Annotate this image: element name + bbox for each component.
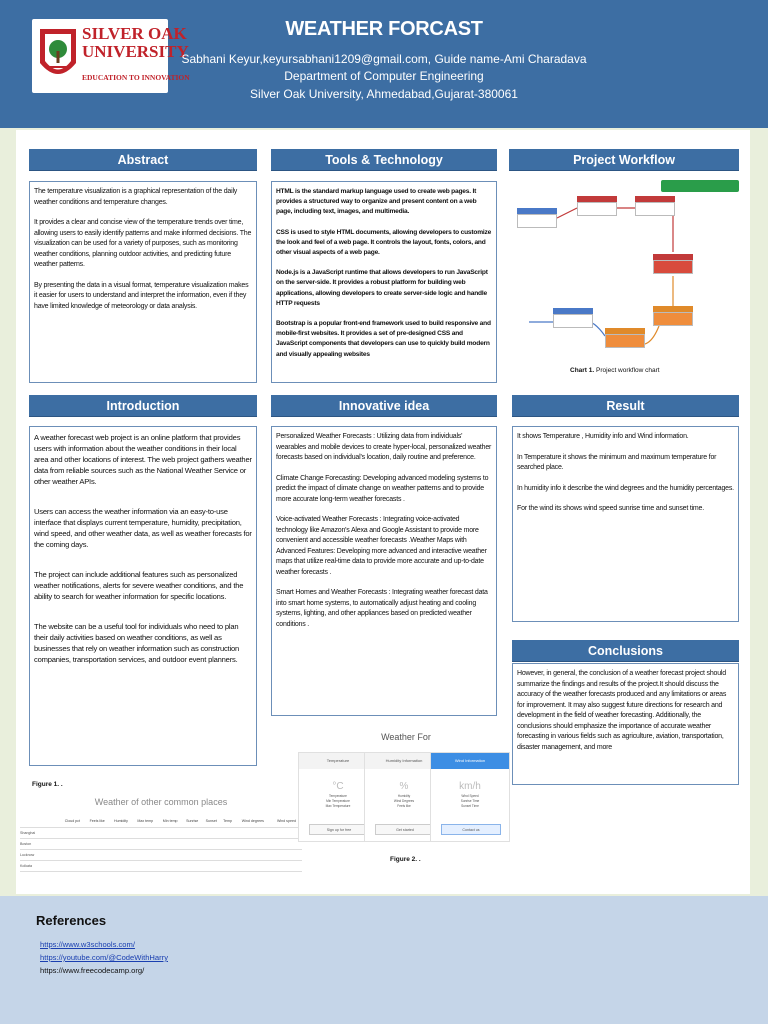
workflow-node [653, 254, 693, 274]
table-header-cell [20, 816, 60, 827]
table-header-cell: Max temp [132, 816, 158, 827]
workflow-caption-text: Project workflow chart [596, 367, 660, 374]
innovative-paragraph: Personalized Weather Forecasts : Utilizing data from individuals' wearables and mobile devices to create hyper-local, personalized weather forecasts based on individual's location, daily routine and preference. [276, 433, 492, 461]
table-header-cell: Cloud pct [60, 816, 85, 827]
abstract-box [29, 181, 257, 383]
card-line: Sunset Time [461, 804, 479, 808]
workflow-node [577, 196, 617, 216]
logo-tagline: EDUCATION TO INNOVATION [82, 73, 190, 82]
table-row-label: Lucknow [20, 849, 60, 860]
result-paragraph: It shows Temperature , Humidity info and Wind information. [517, 433, 689, 440]
table-header-cell: Temp [220, 816, 234, 827]
abstract-paragraph: It provides a clear and concise view of the temperature trends over time, allowing users to easily identify patterns and make informed decisions. The visualization can be used for a variety of purposes, such as monitoring weather conditions, planning outdoor activities, and predicting future weather patterns. [34, 219, 252, 268]
tools-paragraph: HTML is the standard markup language used to create web pages. It provides a structured way to organize and present content on a web page, including text, images, and multimedia. [276, 188, 477, 216]
logo-name-line2: UNIVERSITY [82, 42, 189, 61]
card-line: Wind Speed [461, 794, 479, 798]
card-line: Humidity [397, 794, 411, 798]
figure1-title: Weather of other common places [94, 797, 228, 807]
figure2-label: Figure 2. . [390, 856, 421, 863]
introduction-paragraph: A weather forecast web project is an online platform that provides users with information about the weather conditions in their local area and other locations of interest. The web project gathers weather data from reliable sources such as the National Weather Service or other weather APIs. [34, 433, 252, 486]
workflow-caption [570, 367, 660, 374]
card-line: Temperature [329, 794, 347, 798]
card-button[interactable]: Contact us [441, 824, 501, 835]
university-line: Silver Oak University, Ahmedabad,Gujarat-380061 [250, 87, 518, 101]
figure1-table [20, 816, 302, 872]
tools-heading: Tools & Technology [271, 149, 497, 171]
workflow-node [517, 208, 557, 228]
references-heading: References [36, 913, 107, 928]
table-row [20, 827, 302, 838]
reference-text: https://www.freecodecamp.org/ [40, 966, 145, 975]
references-panel [0, 896, 768, 1024]
table-header-cell: Feels like [85, 816, 110, 827]
table-header-cell: Sunrise [182, 816, 202, 827]
card-header: Wind Information [431, 753, 509, 769]
card-header: Temperature [299, 753, 377, 769]
introduction-paragraph: Users can access the weather information via an easy-to-use interface that displays current temperature, humidity, precipitation, wind speed, and other weather data, as well as weather forecasts for the coming days. [34, 507, 252, 549]
introduction-heading: Introduction [29, 395, 257, 417]
department-line: Department of Computer Engineering [284, 69, 484, 83]
workflow-node [553, 308, 593, 328]
reference-link[interactable]: https://www.w3schools.com/ [40, 940, 135, 949]
innovative-heading: Innovative idea [271, 395, 497, 417]
table-header-cell: Min temp [158, 816, 182, 827]
authors-line: Sabhani Keyur,keyursabhani1209@gmail.com, Guide name-Ami Charadava [181, 52, 587, 66]
thermometer-icon: °C [332, 781, 344, 792]
droplet-icon: % [399, 781, 409, 792]
logo-name-line1: SILVER OAK [82, 24, 187, 43]
workflow-heading: Project Workflow [509, 149, 739, 171]
tools-paragraph: Bootstrap is a popular front-end framework used to build responsive and mobile-first websites. It provides a set of pre-designed CSS and JavaScript components that developers can use to quickly build modern and visually appealing websites [276, 320, 491, 358]
workflow-node [653, 306, 693, 326]
table-row-label: Boston [20, 838, 60, 849]
introduction-box [29, 426, 257, 766]
header-banner [0, 0, 768, 128]
abstract-heading: Abstract [29, 149, 257, 171]
card-line: Sunrise Time [460, 799, 480, 803]
table-header-cell: Humidity [110, 816, 133, 827]
card-lines [431, 794, 509, 809]
innovative-paragraph: Smart Homes and Weather Forecasts : Integrating weather forecast data into smart home systems, to automatically adjust heating and cooling systems, lighting, and other appliances based on predicted weather conditions . [276, 589, 488, 628]
table-row [20, 849, 302, 860]
reference-link[interactable]: https://youtube.com/@CodeWithHarry [40, 953, 168, 962]
table-header-row [20, 816, 302, 827]
poster-title: WEATHER FORCAST [285, 18, 483, 40]
result-paragraph: In humidity info it describe the wind degrees and the humidity percentages. [517, 484, 734, 492]
workflow-node [605, 328, 645, 348]
tools-paragraph: Node.js is a JavaScript runtime that allows developers to run JavaScript on the server-side. It provides a robust platform for building web applications, allowing developers to create server-side logic and handle HTTP requests [276, 269, 488, 307]
card-button[interactable]: Get started [375, 824, 435, 835]
figure2-title: Weather For [381, 732, 431, 742]
result-heading: Result [512, 395, 739, 417]
tools-paragraph: CSS is used to style HTML documents, allowing developers to customize the look and feel of a web page. It controls the layout, fonts, colors, and other visual aspects of a web page. [276, 228, 492, 257]
introduction-paragraph: The project can include additional features such as personalized weather notifications, alerts for severe weather conditions, and the ability to search for weather information for specific locations. [34, 570, 244, 601]
innovative-paragraph: Climate Change Forecasting: Developing advanced modeling systems to predict the impact of climate change on weather patterns and to provide more accurate long-term weather forecasts . [276, 474, 489, 503]
innovative-box [271, 426, 497, 716]
result-box [512, 426, 739, 622]
table-header-cell: Sunset [202, 816, 220, 827]
table-row-label: Kolkata [20, 860, 60, 871]
table-row-label: Shanghai [20, 827, 60, 838]
card-line: Min Temperature [326, 799, 350, 803]
workflow-node [635, 196, 675, 216]
innovative-paragraph: Voice-activated Weather Forecasts : Integrating voice-activated technology like Amazon's Alexa and Google Assistant to provide more convenient and accessible weather forecasts .Weather Maps with Advanced Features: Developing more advanced and interactive weather maps that utilize real-time data to provide more accurate and up-to-date weather forecasts . [276, 516, 487, 576]
workflow-caption-label: Chart 1. [570, 367, 595, 374]
table-header-cell: Wind degrees [235, 816, 271, 827]
introduction-paragraph: The website can be a useful tool for individuals who need to plan their daily activities based on weather conditions, as well as businesses that rely on weather information such as construction companies, transportation services, and outdoor event planners. [34, 622, 240, 664]
card-line: Feels like [397, 804, 411, 808]
abstract-paragraph: The temperature visualization is a graphical representation of the daily weather conditions and temperature changes. [34, 188, 238, 206]
table-row [20, 838, 302, 849]
conclusions-text: However, in general, the conclusion of a weather forecast project should summarize the findings and results of the project.It should discuss the accuracy of the weather forecasts produced and any limitations or areas for improvement. It may also suggest future directions for research and development in the field of weather forecasting. Additionally, the conclusions should emphasize the importance of accurate weather forecasting in various fields such as agriculture, aviation, transportation, disaster management, and more [517, 670, 727, 751]
table-header-cell: Wind speed [271, 816, 302, 827]
workflow-diagram [509, 176, 739, 362]
result-paragraph: In Temperature it shows the minimum and maximum temperature for searched place. [517, 453, 717, 471]
wind-icon: km/h [459, 781, 481, 792]
figure1-label: Figure 1. . [32, 781, 63, 788]
tools-box [271, 181, 497, 383]
conclusions-heading: Conclusions [512, 640, 739, 662]
conclusions-box [512, 663, 739, 785]
table-row [20, 860, 302, 871]
card-header: Humidity Information [365, 753, 443, 769]
card-line: Max Temperature [325, 804, 351, 808]
wind-card [430, 752, 510, 842]
abstract-paragraph: By presenting the data in a visual format, temperature visualization makes it easier for users to understand and interpret the information, even if they have limited knowledge of meteorology or data analysis. [34, 281, 249, 310]
result-paragraph: For the wind its shows wind speed sunrise time and sunset time. [517, 505, 704, 512]
card-button[interactable]: Sign up for free [309, 824, 369, 835]
card-line: Wind Degrees [393, 799, 415, 803]
